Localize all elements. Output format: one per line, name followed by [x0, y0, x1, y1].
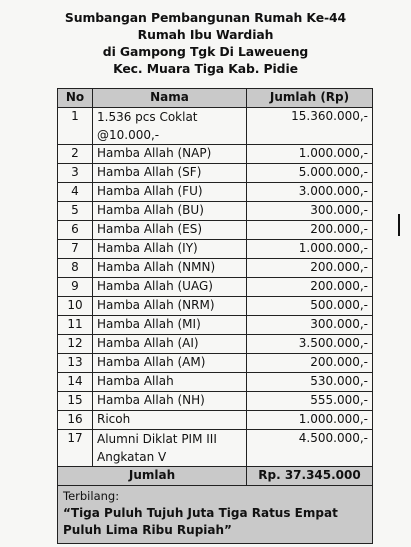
row-nama: Hamba Allah (AM) [93, 354, 247, 373]
row-nama: Hamba Allah (ES) [93, 221, 247, 240]
table-row [58, 202, 373, 221]
row-no: 3 [58, 164, 93, 183]
amount-in-words-row [58, 486, 373, 544]
table-row [58, 335, 373, 354]
title-line: di Gampong Tgk Di Laweueng [102, 44, 309, 59]
row-nama: Hamba Allah (NAP) [93, 145, 247, 164]
edge-mark [398, 214, 400, 236]
table-row [58, 221, 373, 240]
row-nama: Hamba Allah (AI) [93, 335, 247, 354]
document-title [0, 9, 411, 77]
title-line: Kec. Muara Tiga Kab. Pidie [113, 61, 298, 76]
row-no: 4 [58, 183, 93, 202]
row-no: 15 [58, 392, 93, 411]
row-nama: Hamba Allah (IY) [93, 240, 247, 259]
row-no: 10 [58, 297, 93, 316]
row-jumlah: 200.000,- [247, 278, 373, 297]
title-line: Rumah Ibu Wardiah [137, 27, 274, 42]
row-jumlah: 200.000,- [247, 354, 373, 373]
title-line: Sumbangan Pembangunan Rumah Ke-44 [64, 10, 347, 25]
header-no: No [58, 89, 93, 108]
row-jumlah: 5.000.000,- [247, 164, 373, 183]
row-nama: Alumni Diklat PIM III Angkatan V [93, 430, 247, 467]
row-jumlah: 300.000,- [247, 202, 373, 221]
row-jumlah: 3.000.000,- [247, 183, 373, 202]
row-no: 6 [58, 221, 93, 240]
table-row [58, 278, 373, 297]
row-no: 7 [58, 240, 93, 259]
table-row [58, 183, 373, 202]
table-row [58, 316, 373, 335]
row-no: 11 [58, 316, 93, 335]
row-nama: Hamba Allah (FU) [93, 183, 247, 202]
row-jumlah: 3.500.000,- [247, 335, 373, 354]
row-nama: Hamba Allah (NMN) [93, 259, 247, 278]
row-nama: Hamba Allah (NRM) [93, 297, 247, 316]
amount-in-words-cell [58, 486, 373, 544]
row-nama: Hamba Allah (SF) [93, 164, 247, 183]
table-row [58, 240, 373, 259]
row-no: 2 [58, 145, 93, 164]
row-nama: Ricoh [93, 411, 247, 430]
table-row [58, 354, 373, 373]
amount-in-words-text: “Tiga Puluh Tujuh Juta Tiga Ratus Empat Puluh Lima Ribu Rupiah” [63, 506, 338, 537]
header-jumlah: Jumlah (Rp) [247, 89, 373, 108]
table-row [58, 373, 373, 392]
row-jumlah: 555.000,- [247, 392, 373, 411]
row-no: 8 [58, 259, 93, 278]
row-jumlah: 300.000,- [247, 316, 373, 335]
row-no: 16 [58, 411, 93, 430]
table-row [58, 164, 373, 183]
row-no: 1 [58, 108, 93, 145]
table-row [58, 430, 373, 467]
row-no: 9 [58, 278, 93, 297]
table-row [58, 297, 373, 316]
row-no: 13 [58, 354, 93, 373]
row-jumlah: 4.500.000,- [247, 430, 373, 467]
row-jumlah: 1.000.000,- [247, 240, 373, 259]
table-row [58, 259, 373, 278]
row-jumlah: 1.000.000,- [247, 145, 373, 164]
row-jumlah: 500.000,- [247, 297, 373, 316]
total-label: Jumlah [58, 467, 247, 486]
table-row [58, 108, 373, 145]
row-nama: 1.536 pcs Coklat @10.000,- [93, 108, 247, 145]
row-no: 12 [58, 335, 93, 354]
table-body [58, 108, 373, 467]
table-row [58, 145, 373, 164]
donation-table [57, 88, 373, 544]
row-nama: Hamba Allah (BU) [93, 202, 247, 221]
amount-in-words-label: Terbilang: [63, 489, 120, 503]
row-no: 14 [58, 373, 93, 392]
header-nama: Nama [93, 89, 247, 108]
table-row [58, 411, 373, 430]
row-no: 17 [58, 430, 93, 467]
table-header-row [58, 89, 373, 108]
row-jumlah: 200.000,- [247, 259, 373, 278]
row-jumlah: 15.360.000,- [247, 108, 373, 145]
row-jumlah: 530.000,- [247, 373, 373, 392]
total-row [58, 467, 373, 486]
row-jumlah: 200.000,- [247, 221, 373, 240]
total-value: Rp. 37.345.000 [247, 467, 373, 486]
row-no: 5 [58, 202, 93, 221]
row-nama: Hamba Allah (UAG) [93, 278, 247, 297]
row-nama: Hamba Allah (MI) [93, 316, 247, 335]
table-row [58, 392, 373, 411]
row-nama: Hamba Allah [93, 373, 247, 392]
row-nama: Hamba Allah (NH) [93, 392, 247, 411]
row-jumlah: 1.000.000,- [247, 411, 373, 430]
